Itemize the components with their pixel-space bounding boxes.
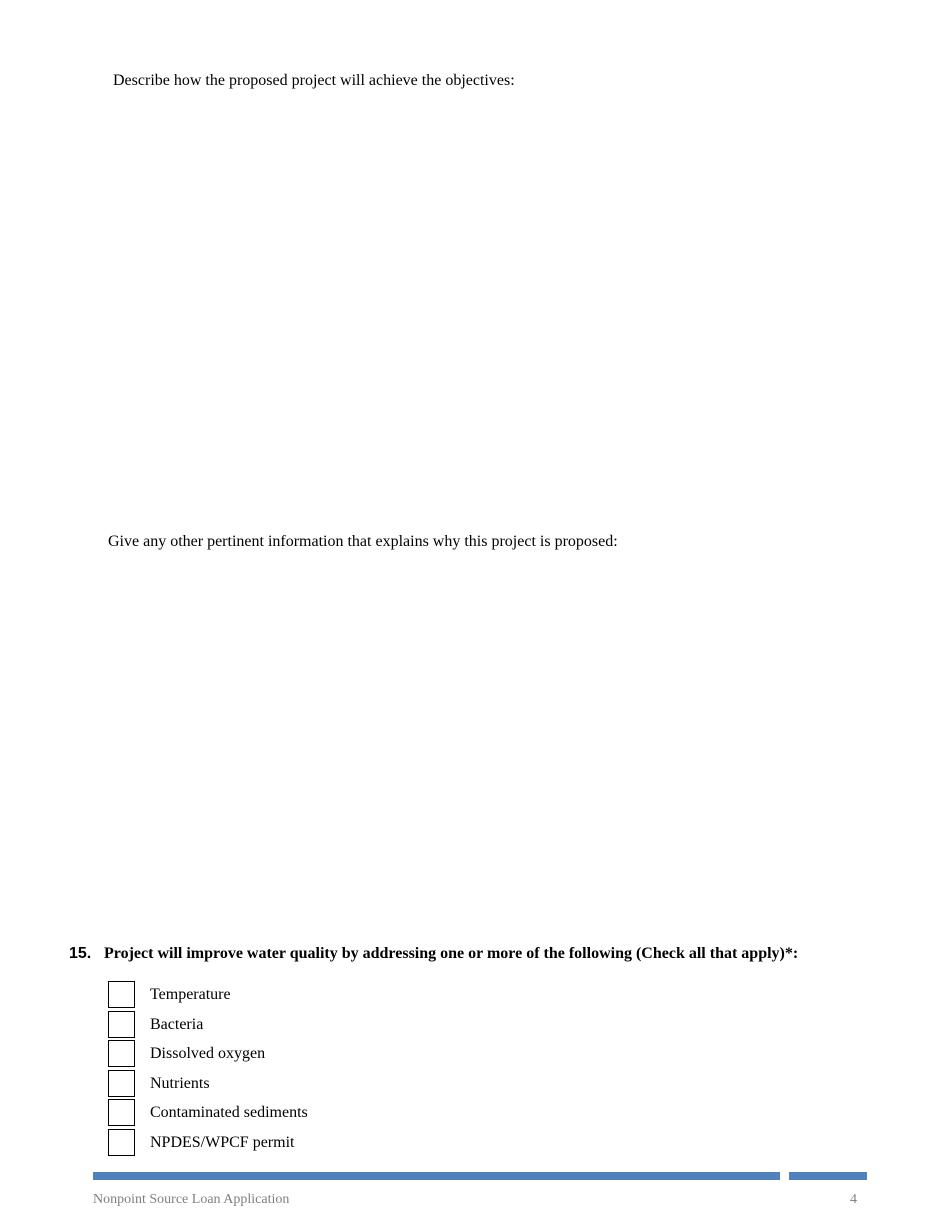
pertinent-info-prompt: Give any other pertinent information that explains why this project is proposed:	[108, 533, 618, 550]
option-label: NPDES/WPCF permit	[150, 1133, 295, 1151]
dissolved-oxygen-checkbox[interactable]	[108, 1040, 135, 1067]
option-label: Temperature	[150, 986, 231, 1003]
question-number: 15.	[69, 945, 92, 962]
option-label: Bacteria	[150, 1015, 204, 1033]
contaminated-sediments-checkbox[interactable]	[108, 1099, 135, 1126]
objectives-prompt: Describe how the proposed project will achieve the objectives:	[113, 72, 515, 89]
option-label: Contaminated sediments	[150, 1104, 308, 1122]
footer-rule-page	[789, 1172, 867, 1180]
footer-rule	[93, 1172, 780, 1180]
npdes-wpcf-permit-checkbox[interactable]	[108, 1129, 135, 1156]
bacteria-checkbox[interactable]	[108, 1011, 135, 1038]
question-text: Project will improve water quality by addressing one or more of the following (Check all that apply)*:	[104, 945, 799, 962]
page-number: 4	[850, 1192, 857, 1207]
footer-title: Nonpoint Source Loan Application	[93, 1192, 290, 1207]
temperature-checkbox[interactable]	[108, 981, 135, 1008]
option-label: Dissolved oxygen	[150, 1045, 266, 1063]
question-15	[69, 944, 798, 964]
option-label: Nutrients	[150, 1074, 210, 1092]
nutrients-checkbox[interactable]	[108, 1070, 135, 1097]
